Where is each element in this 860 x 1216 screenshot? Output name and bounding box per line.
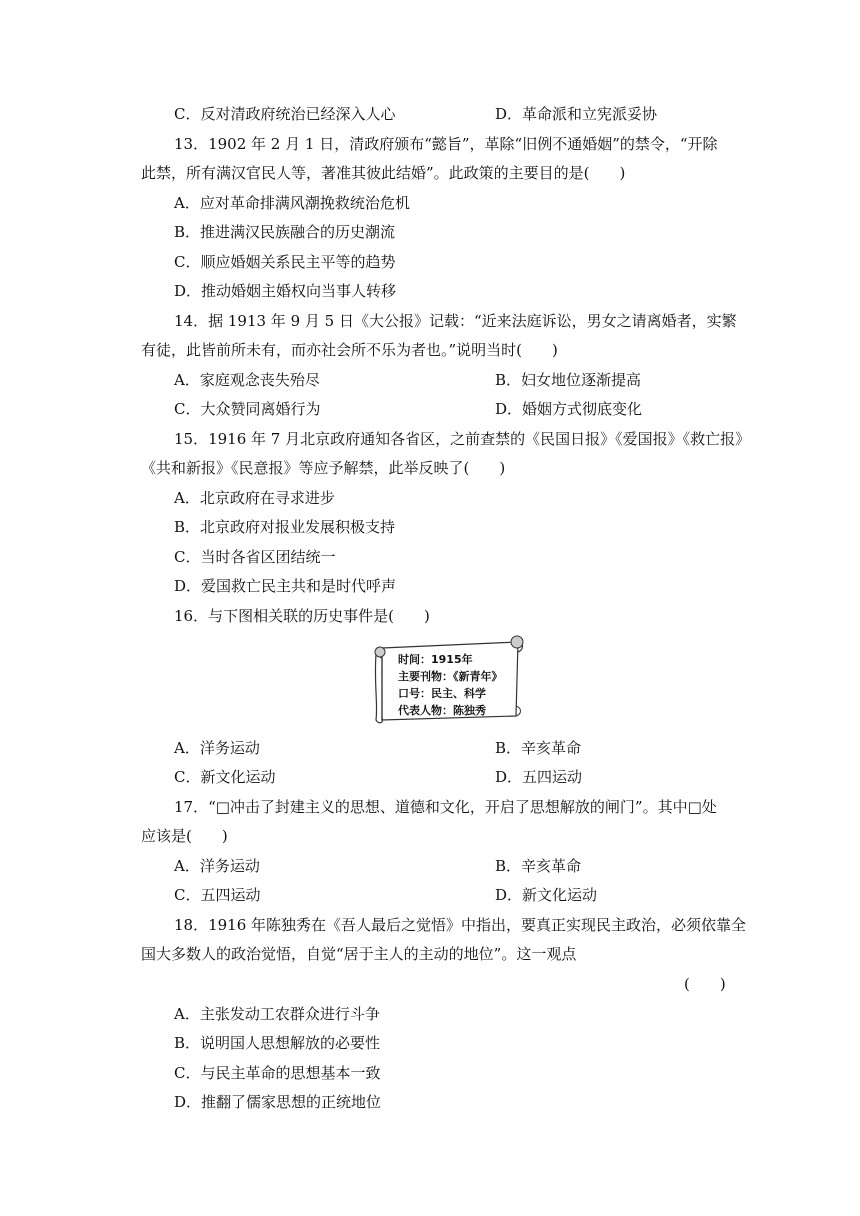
q16-option-c: C．新文化运动 — [174, 768, 276, 786]
q14-stem-line2: 有徒，此皆前所未有，而亦社会所不乐为者也。”说明当时( ) — [141, 341, 558, 359]
q17-option-d: D．新文化运动 — [495, 886, 598, 904]
q13-stem-line1: 13．1902 年 2 月 1 日，清政府颁布“懿旨”，革除“旧例不通婚姻”的禁令，“开除 — [174, 135, 718, 153]
q16-option-d: D．五四运动 — [495, 768, 583, 786]
q16-stem: 16．与下图相关联的历史事件是( ) — [174, 607, 430, 625]
q14-stem-line1: 14．据 1913 年 9 月 5 日《大公报》记载：“近来法庭诉讼，男女之请离婚者，实繁 — [174, 312, 737, 330]
q18-stem-line2: 国大多数人的政治觉悟，自觉“居于主人的主动的地位”。这一观点 — [141, 945, 577, 963]
q18-stem-line1: 18．1916 年陈独秀在《吾人最后之觉悟》中指出，要真正实现民主政治，必须依靠全 — [174, 916, 747, 934]
q18-option-d: D．推翻了儒家思想的正统地位 — [174, 1093, 382, 1111]
q18-option-a: A．主张发动工农群众进行斗争 — [174, 1005, 380, 1023]
q17-stem-line2: 应该是( ) — [141, 827, 228, 845]
q18-answer-bracket: ( ) — [684, 975, 726, 993]
q18-option-c: C．与民主革命的思想基本一致 — [174, 1064, 381, 1082]
q18-option-b: B．说明国人思想解放的必要性 — [174, 1034, 381, 1052]
q13-stem-line2: 此禁，所有满汉官民人等，著准其彼此结婚”。此政策的主要目的是( ) — [141, 164, 626, 182]
q13-option-d: D．推动婚姻主婚权向当事人转移 — [174, 282, 397, 300]
q14-option-b: B．妇女地位逐渐提高 — [495, 371, 642, 389]
q17-option-c: C．五四运动 — [174, 886, 261, 904]
q14-option-a: A．家庭观念丧失殆尽 — [174, 371, 320, 389]
figure-line-slogan: 口号：民主、科学 — [398, 687, 486, 700]
q16-scroll-figure — [372, 634, 526, 726]
q16-option-b: B．辛亥革命 — [495, 739, 582, 757]
q16-option-a: A．洋务运动 — [174, 739, 260, 757]
q17-option-b: B．辛亥革命 — [495, 857, 582, 875]
q15-option-d: D．爱国救亡民主共和是时代呼声 — [174, 577, 397, 595]
figure-line-figure: 代表人物：陈独秀 — [398, 704, 486, 717]
q12-option-d: D．革命派和立宪派妥协 — [495, 105, 658, 123]
q13-option-c: C．顺应婚姻关系民主平等的趋势 — [174, 253, 396, 271]
q14-option-c: C．大众赞同离婚行为 — [174, 400, 321, 418]
q15-stem-line2: 《共和新报》《民意报》等应予解禁，此举反映了( ) — [141, 459, 506, 477]
q13-option-a: A．应对革命排满风潮挽救统治危机 — [174, 194, 410, 212]
q17-option-a: A．洋务运动 — [174, 857, 260, 875]
q15-option-c: C．当时各省区团结统一 — [174, 548, 336, 566]
figure-line-publication: 主要刊物：《新青年》 — [398, 670, 503, 683]
q15-stem-line1: 15．1916 年 7 月北京政府通知各省区，之前查禁的《民国日报》《爱国报》《救亡报》 — [174, 430, 751, 448]
q17-stem-line1: 17．“□冲击了封建主义的思想、道德和文化，开启了思想解放的闸门”。其中□处 — [174, 798, 717, 816]
figure-line-time: 时间：1915年 — [398, 653, 473, 666]
q15-option-b: B．北京政府对报业发展积极支持 — [174, 518, 396, 536]
q14-option-d: D．婚姻方式彻底变化 — [495, 400, 643, 418]
q15-option-a: A．北京政府在寻求进步 — [174, 489, 335, 507]
q13-option-b: B．推进满汉民族融合的历史潮流 — [174, 223, 396, 241]
q12-option-c: C．反对清政府统治已经深入人心 — [174, 105, 396, 123]
